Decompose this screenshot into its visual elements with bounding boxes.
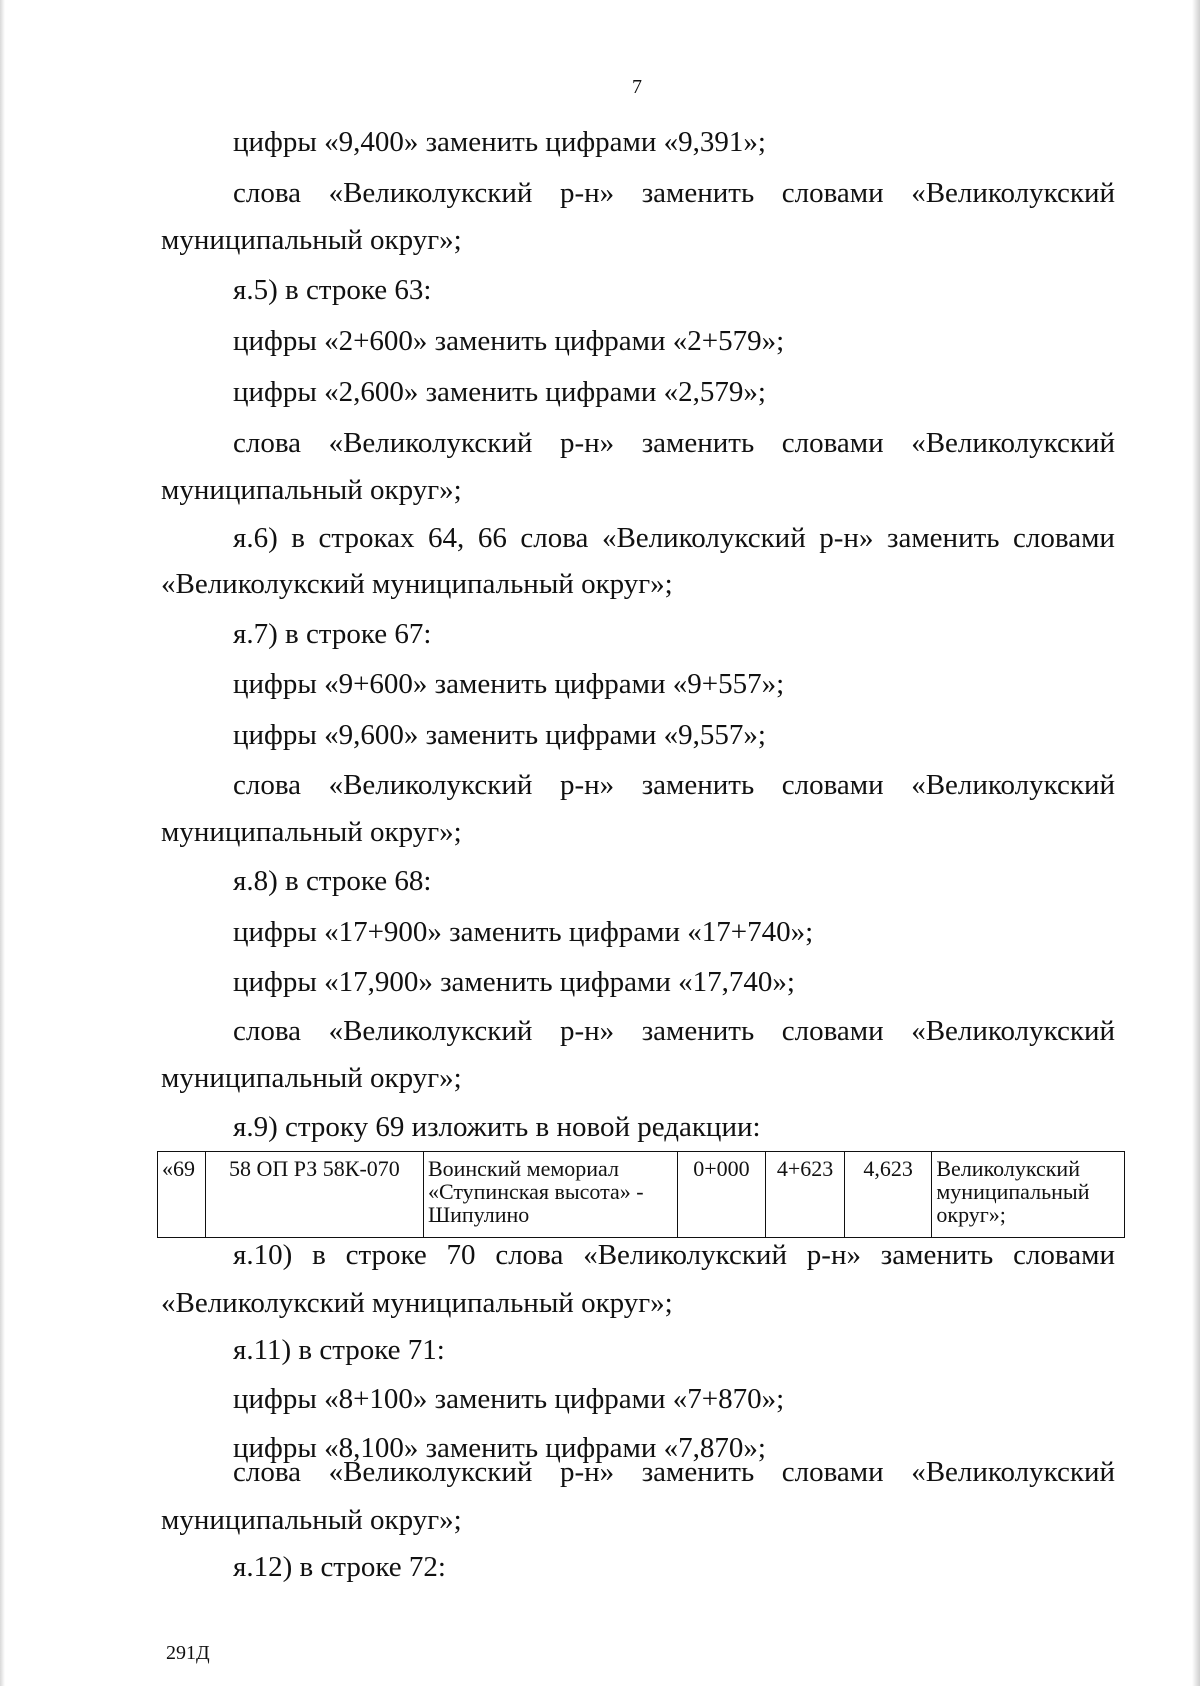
text-line: муниципальный округ»; [161, 224, 462, 256]
text-line: цифры «8+100» заменить цифрами «7+870»; [233, 1383, 785, 1415]
scan-edge-right [1192, 0, 1200, 1686]
text-line: я.12) в строке 72: [233, 1551, 446, 1583]
cell-end-km: 4+623 [766, 1152, 844, 1238]
text-line: муниципальный округ»; [161, 1504, 462, 1536]
scan-edge-left [0, 0, 5, 1686]
cell-start-km: 0+000 [677, 1152, 766, 1238]
cell-row-number: «69 [158, 1152, 206, 1238]
text-line: цифры «17,900» заменить цифрами «17,740»; [233, 966, 795, 998]
text-line-justified-final: слова «Великолукский р-н» заменить словами «Великолукский [233, 1456, 1115, 1488]
text-line-justified: слова «Великолукский р-н» заменить словами «Великолукский [233, 769, 1115, 801]
table-row [158, 1152, 1125, 1238]
cell-length: 4,623 [844, 1152, 932, 1238]
amendment-table [157, 1151, 1125, 1238]
text-line: «Великолукский муниципальный округ»; [161, 568, 673, 600]
text-line: цифры «9,600» заменить цифрами «9,557»; [233, 719, 766, 751]
text-line-justified: слова «Великолукский р-н» заменить словами «Великолукский [233, 177, 1115, 209]
text-line: цифры «17+900» заменить цифрами «17+740»; [233, 916, 814, 948]
cell-district: Великолукский муниципальный округ»; [932, 1152, 1125, 1238]
text-line: муниципальный округ»; [161, 1062, 462, 1094]
page-number: 7 [632, 76, 642, 98]
cell-road-id: 58 ОП РЗ 58К-070 [205, 1152, 423, 1238]
text-line-justified: я.10) в строке 70 слова «Великолукский р-н» заменить словами [233, 1239, 1115, 1271]
text-line: муниципальный округ»; [161, 474, 462, 506]
text-line: «Великолукский муниципальный округ»; [161, 1287, 673, 1319]
text-line: цифры «9+600» заменить цифрами «9+557»; [233, 668, 785, 700]
text-line: муниципальный округ»; [161, 816, 462, 848]
document-code: 291Д [166, 1642, 210, 1664]
text-line: цифры «2+600» заменить цифрами «2+579»; [233, 325, 785, 357]
text-line-justified: я.6) в строках 64, 66 слова «Великолукский р-н» заменить словами [233, 522, 1115, 554]
text-line: я.11) в строке 71: [233, 1334, 445, 1366]
cell-road-name: Воинский мемориал «Ступинская высота» - Шипулино [423, 1152, 677, 1238]
text-line: я.7) в строке 67: [233, 618, 432, 650]
text-line-justified: слова «Великолукский р-н» заменить словами «Великолукский [233, 1015, 1115, 1047]
text-line: цифры «9,400» заменить цифрами «9,391»; [233, 126, 766, 158]
text-line-justified: слова «Великолукский р-н» заменить словами «Великолукский [233, 427, 1115, 459]
text-line: цифры «2,600» заменить цифрами «2,579»; [233, 376, 766, 408]
text-line: я.9) строку 69 изложить в новой редакции: [233, 1111, 761, 1143]
text-line: я.5) в строке 63: [233, 274, 432, 306]
text-line: я.8) в строке 68: [233, 865, 432, 897]
text-line: цифры «8,100» заменить цифрами «7,870»; [233, 1432, 766, 1464]
